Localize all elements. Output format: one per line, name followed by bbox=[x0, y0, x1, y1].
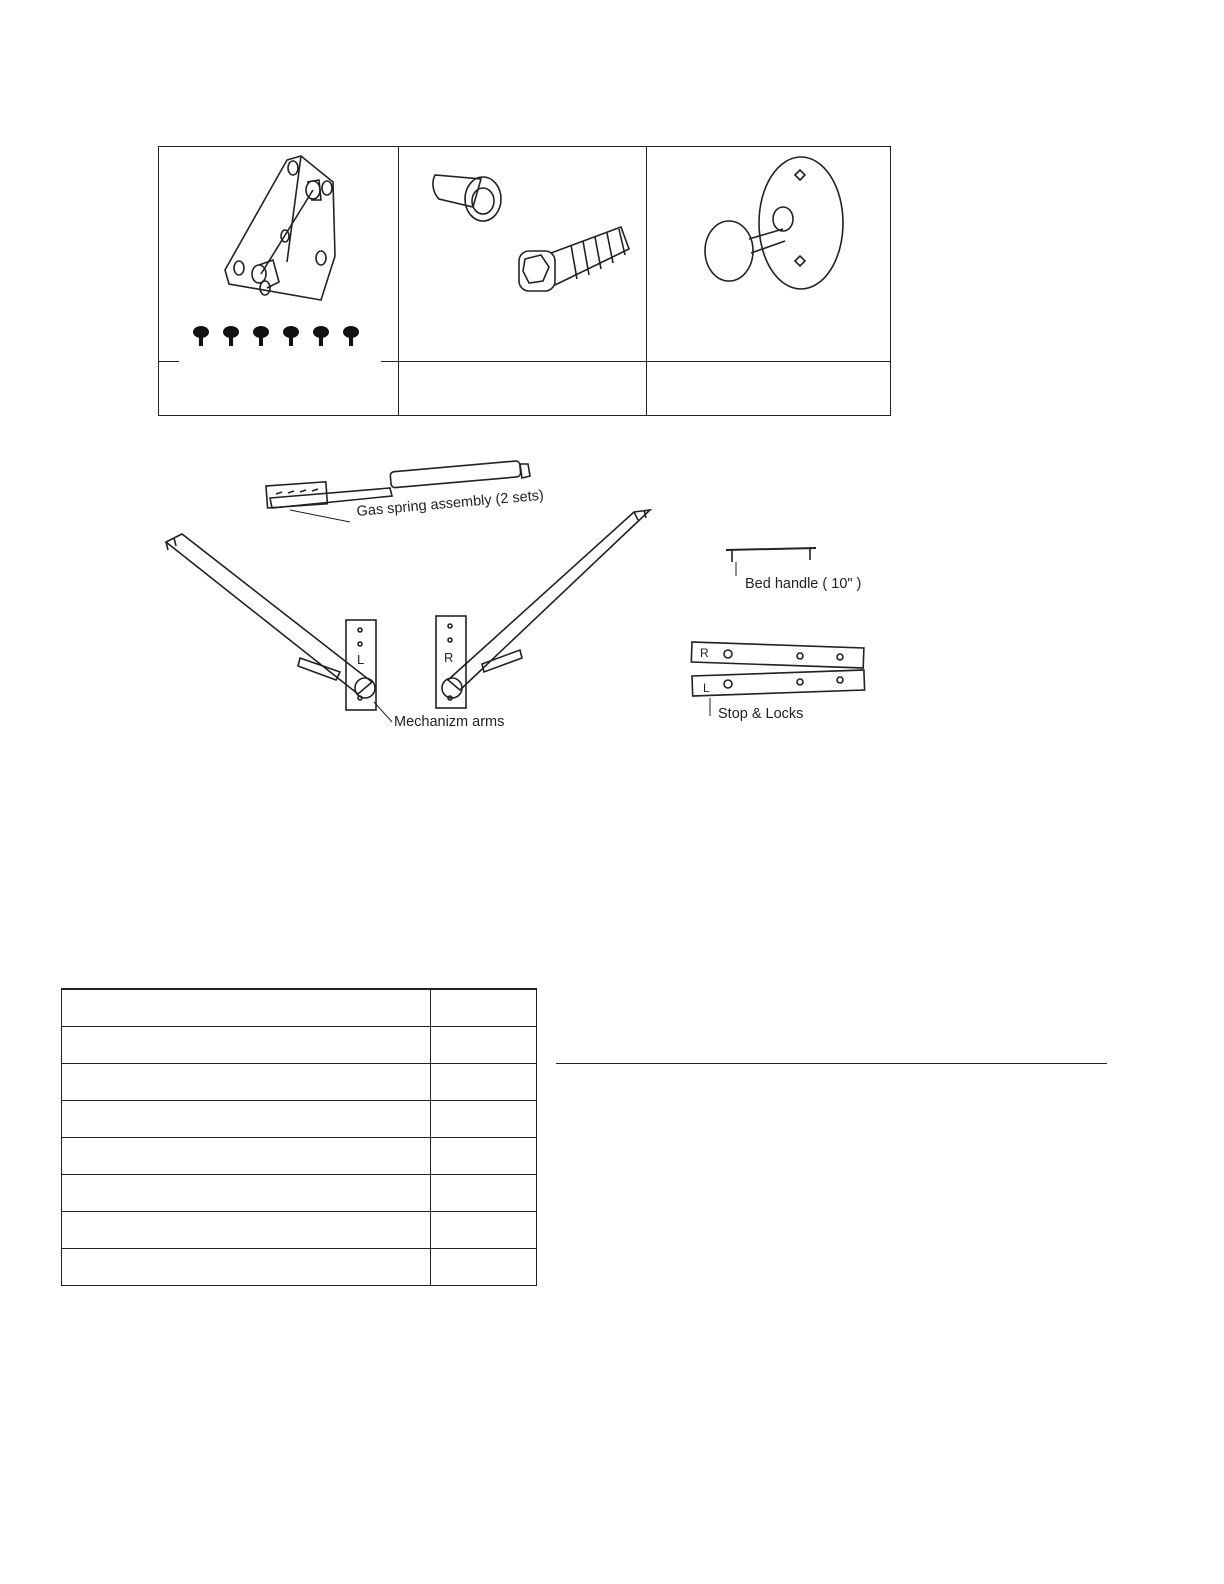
table-divider bbox=[381, 361, 399, 362]
table-row bbox=[62, 1026, 536, 1063]
table-divider bbox=[398, 147, 399, 415]
stop-right-mark: R bbox=[700, 646, 709, 660]
table-row bbox=[62, 1100, 536, 1137]
signature-line bbox=[556, 1063, 1107, 1064]
left-arm-mark: L bbox=[357, 652, 365, 667]
right-arm-mark: R bbox=[444, 650, 454, 665]
table-row bbox=[62, 1211, 536, 1248]
mechanism-arms-label: Mechanizm arms bbox=[394, 714, 505, 730]
stop-left-mark: L bbox=[703, 681, 710, 695]
screws-illustration bbox=[187, 323, 367, 349]
table-divider bbox=[159, 361, 179, 362]
table-row bbox=[62, 1137, 536, 1174]
gas-spring-label: Gas spring assembly (2 sets) bbox=[356, 487, 545, 520]
parts-list-table bbox=[61, 988, 537, 1286]
table-row bbox=[62, 1063, 536, 1100]
table-divider bbox=[646, 147, 647, 415]
pivot-bracket-illustration bbox=[209, 152, 389, 352]
table-row bbox=[62, 1174, 536, 1211]
table-divider bbox=[398, 361, 890, 362]
bed-handle-label: Bed handle ( 10" ) bbox=[745, 576, 862, 592]
table-row bbox=[62, 1248, 536, 1285]
stop-locks-label: Stop & Locks bbox=[718, 706, 804, 722]
knob-illustration bbox=[689, 153, 869, 313]
parts-table bbox=[158, 146, 891, 416]
table-row bbox=[62, 989, 536, 1026]
bolt-and-sleeve-illustration bbox=[421, 155, 641, 305]
